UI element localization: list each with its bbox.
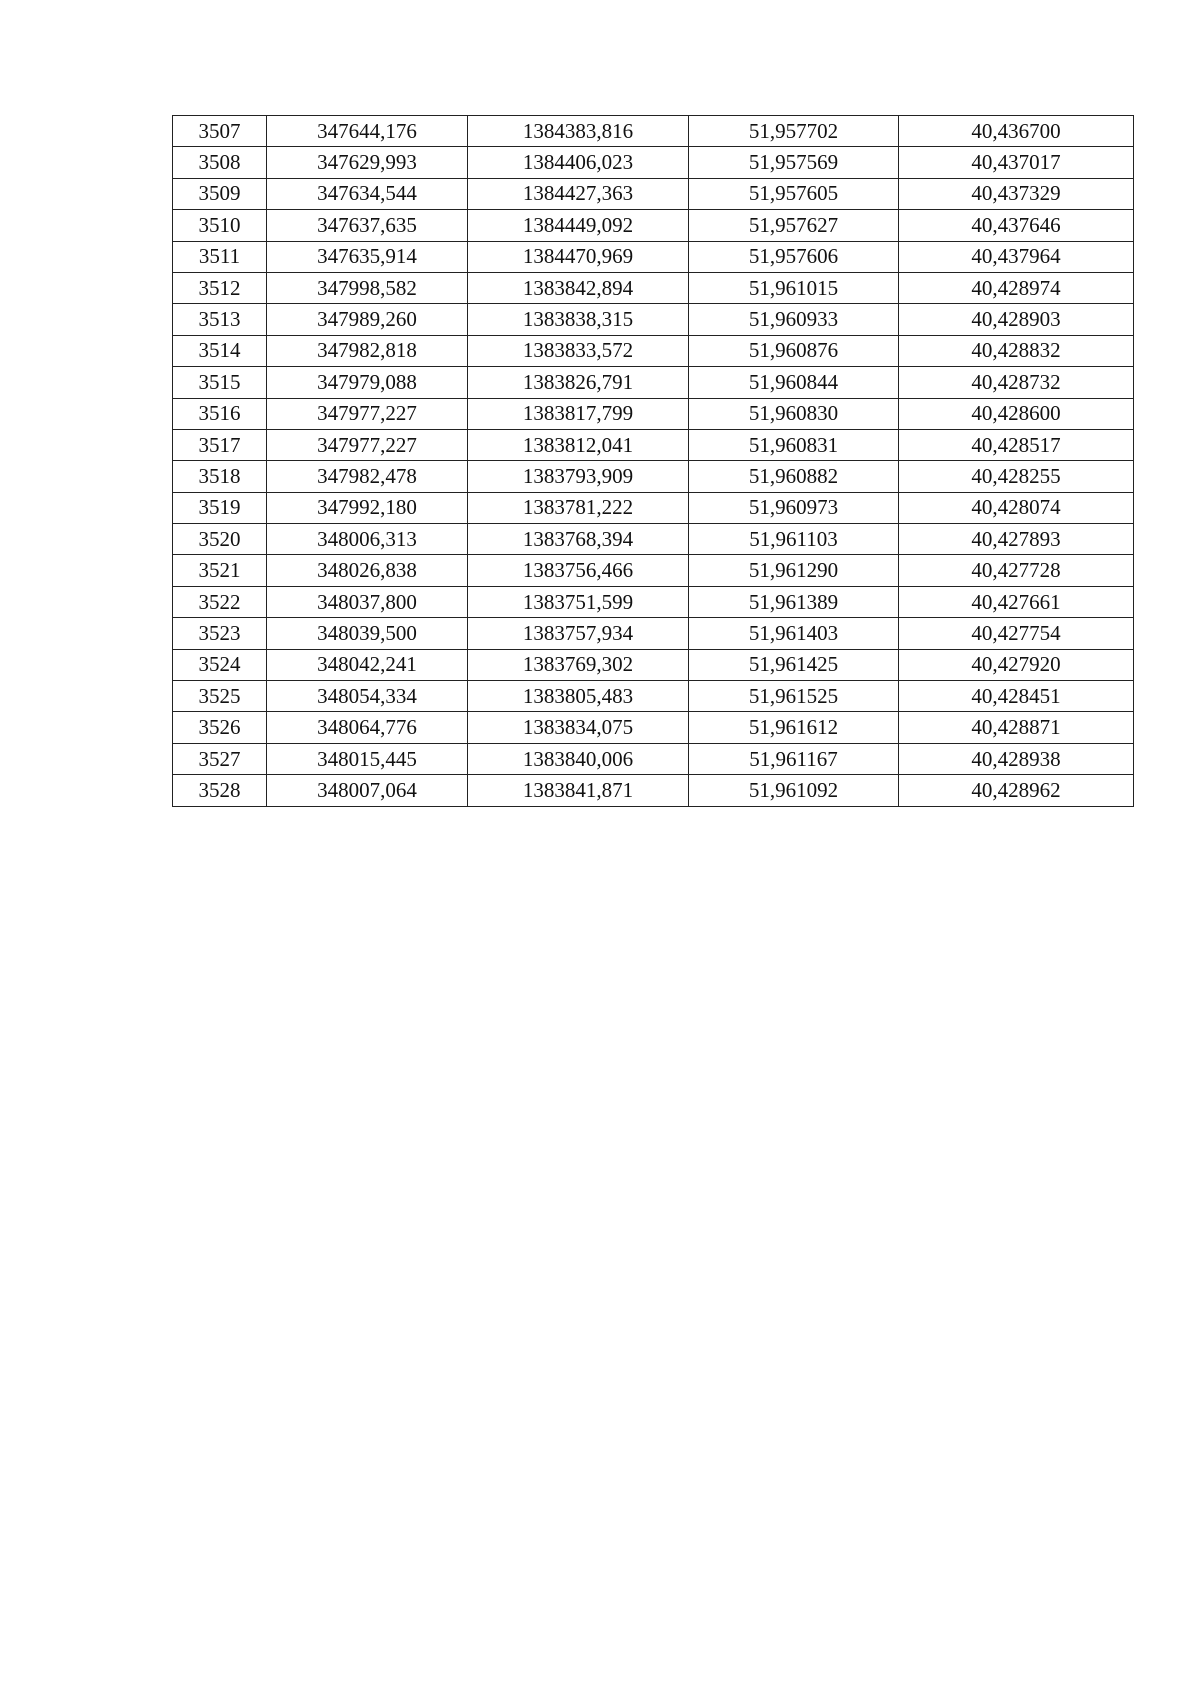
longitude-cell: 40,428871 [899, 712, 1134, 743]
latitude-cell: 51,961015 [689, 272, 899, 303]
longitude-cell: 40,428451 [899, 681, 1134, 712]
x-coordinate-cell: 347644,176 [267, 116, 468, 147]
x-coordinate-cell: 347635,914 [267, 241, 468, 272]
longitude-cell: 40,428832 [899, 335, 1134, 366]
latitude-cell: 51,960973 [689, 492, 899, 523]
y-coordinate-cell: 1383793,909 [468, 461, 689, 492]
y-coordinate-cell: 1383757,934 [468, 618, 689, 649]
table-row [173, 618, 1134, 649]
table-row [173, 210, 1134, 241]
x-coordinate-cell: 348042,241 [267, 649, 468, 680]
point-number-cell: 3515 [173, 367, 267, 398]
table-row [173, 524, 1134, 555]
x-coordinate-cell: 347992,180 [267, 492, 468, 523]
latitude-cell: 51,957627 [689, 210, 899, 241]
point-number-cell: 3528 [173, 775, 267, 806]
latitude-cell: 51,960876 [689, 335, 899, 366]
x-coordinate-cell: 348026,838 [267, 555, 468, 586]
longitude-cell: 40,428074 [899, 492, 1134, 523]
y-coordinate-cell: 1384406,023 [468, 147, 689, 178]
y-coordinate-cell: 1383834,075 [468, 712, 689, 743]
table-row [173, 241, 1134, 272]
longitude-cell: 40,428974 [899, 272, 1134, 303]
y-coordinate-cell: 1384427,363 [468, 178, 689, 209]
x-coordinate-cell: 347629,993 [267, 147, 468, 178]
longitude-cell: 40,427893 [899, 524, 1134, 555]
x-coordinate-cell: 347634,544 [267, 178, 468, 209]
y-coordinate-cell: 1383838,315 [468, 304, 689, 335]
y-coordinate-cell: 1383812,041 [468, 429, 689, 460]
point-number-cell: 3507 [173, 116, 267, 147]
x-coordinate-cell: 348037,800 [267, 586, 468, 617]
latitude-cell: 51,961389 [689, 586, 899, 617]
coordinates-table-body [173, 116, 1134, 807]
x-coordinate-cell: 348015,445 [267, 743, 468, 774]
x-coordinate-cell: 348064,776 [267, 712, 468, 743]
table-row [173, 461, 1134, 492]
point-number-cell: 3522 [173, 586, 267, 617]
table-row [173, 116, 1134, 147]
x-coordinate-cell: 347977,227 [267, 429, 468, 460]
table-row [173, 429, 1134, 460]
y-coordinate-cell: 1384383,816 [468, 116, 689, 147]
x-coordinate-cell: 348007,064 [267, 775, 468, 806]
x-coordinate-cell: 347637,635 [267, 210, 468, 241]
x-coordinate-cell: 348054,334 [267, 681, 468, 712]
point-number-cell: 3524 [173, 649, 267, 680]
latitude-cell: 51,961167 [689, 743, 899, 774]
y-coordinate-cell: 1383768,394 [468, 524, 689, 555]
point-number-cell: 3509 [173, 178, 267, 209]
longitude-cell: 40,437017 [899, 147, 1134, 178]
point-number-cell: 3526 [173, 712, 267, 743]
point-number-cell: 3510 [173, 210, 267, 241]
longitude-cell: 40,427920 [899, 649, 1134, 680]
latitude-cell: 51,957569 [689, 147, 899, 178]
longitude-cell: 40,428255 [899, 461, 1134, 492]
latitude-cell: 51,961092 [689, 775, 899, 806]
table-row [173, 367, 1134, 398]
latitude-cell: 51,961425 [689, 649, 899, 680]
latitude-cell: 51,961290 [689, 555, 899, 586]
latitude-cell: 51,961612 [689, 712, 899, 743]
latitude-cell: 51,957606 [689, 241, 899, 272]
table-row [173, 398, 1134, 429]
latitude-cell: 51,957605 [689, 178, 899, 209]
longitude-cell: 40,427728 [899, 555, 1134, 586]
point-number-cell: 3520 [173, 524, 267, 555]
y-coordinate-cell: 1384449,092 [468, 210, 689, 241]
longitude-cell: 40,437964 [899, 241, 1134, 272]
longitude-cell: 40,428903 [899, 304, 1134, 335]
latitude-cell: 51,960882 [689, 461, 899, 492]
x-coordinate-cell: 347989,260 [267, 304, 468, 335]
y-coordinate-cell: 1383817,799 [468, 398, 689, 429]
longitude-cell: 40,437646 [899, 210, 1134, 241]
point-number-cell: 3516 [173, 398, 267, 429]
point-number-cell: 3527 [173, 743, 267, 774]
x-coordinate-cell: 347982,818 [267, 335, 468, 366]
x-coordinate-cell: 347977,227 [267, 398, 468, 429]
table-row [173, 649, 1134, 680]
y-coordinate-cell: 1383769,302 [468, 649, 689, 680]
table-row [173, 335, 1134, 366]
table-row [173, 712, 1134, 743]
point-number-cell: 3511 [173, 241, 267, 272]
table-row [173, 147, 1134, 178]
table-row [173, 586, 1134, 617]
longitude-cell: 40,427661 [899, 586, 1134, 617]
x-coordinate-cell: 347982,478 [267, 461, 468, 492]
table-row [173, 775, 1134, 806]
longitude-cell: 40,428938 [899, 743, 1134, 774]
table-row [173, 743, 1134, 774]
point-number-cell: 3523 [173, 618, 267, 649]
latitude-cell: 51,960830 [689, 398, 899, 429]
y-coordinate-cell: 1383841,871 [468, 775, 689, 806]
longitude-cell: 40,428962 [899, 775, 1134, 806]
y-coordinate-cell: 1383751,599 [468, 586, 689, 617]
y-coordinate-cell: 1383826,791 [468, 367, 689, 398]
y-coordinate-cell: 1383842,894 [468, 272, 689, 303]
x-coordinate-cell: 348039,500 [267, 618, 468, 649]
point-number-cell: 3521 [173, 555, 267, 586]
y-coordinate-cell: 1383756,466 [468, 555, 689, 586]
point-number-cell: 3513 [173, 304, 267, 335]
longitude-cell: 40,428517 [899, 429, 1134, 460]
latitude-cell: 51,957702 [689, 116, 899, 147]
x-coordinate-cell: 348006,313 [267, 524, 468, 555]
latitude-cell: 51,960844 [689, 367, 899, 398]
longitude-cell: 40,427754 [899, 618, 1134, 649]
latitude-cell: 51,960933 [689, 304, 899, 335]
y-coordinate-cell: 1383805,483 [468, 681, 689, 712]
point-number-cell: 3514 [173, 335, 267, 366]
y-coordinate-cell: 1384470,969 [468, 241, 689, 272]
latitude-cell: 51,961403 [689, 618, 899, 649]
coordinates-table [172, 115, 1134, 807]
y-coordinate-cell: 1383840,006 [468, 743, 689, 774]
longitude-cell: 40,428732 [899, 367, 1134, 398]
table-row [173, 492, 1134, 523]
table-row [173, 555, 1134, 586]
longitude-cell: 40,437329 [899, 178, 1134, 209]
x-coordinate-cell: 347998,582 [267, 272, 468, 303]
point-number-cell: 3519 [173, 492, 267, 523]
point-number-cell: 3512 [173, 272, 267, 303]
x-coordinate-cell: 347979,088 [267, 367, 468, 398]
latitude-cell: 51,961525 [689, 681, 899, 712]
y-coordinate-cell: 1383781,222 [468, 492, 689, 523]
table-row [173, 304, 1134, 335]
point-number-cell: 3517 [173, 429, 267, 460]
latitude-cell: 51,961103 [689, 524, 899, 555]
longitude-cell: 40,436700 [899, 116, 1134, 147]
point-number-cell: 3525 [173, 681, 267, 712]
point-number-cell: 3518 [173, 461, 267, 492]
y-coordinate-cell: 1383833,572 [468, 335, 689, 366]
point-number-cell: 3508 [173, 147, 267, 178]
table-row [173, 272, 1134, 303]
longitude-cell: 40,428600 [899, 398, 1134, 429]
table-row [173, 681, 1134, 712]
table-row [173, 178, 1134, 209]
latitude-cell: 51,960831 [689, 429, 899, 460]
